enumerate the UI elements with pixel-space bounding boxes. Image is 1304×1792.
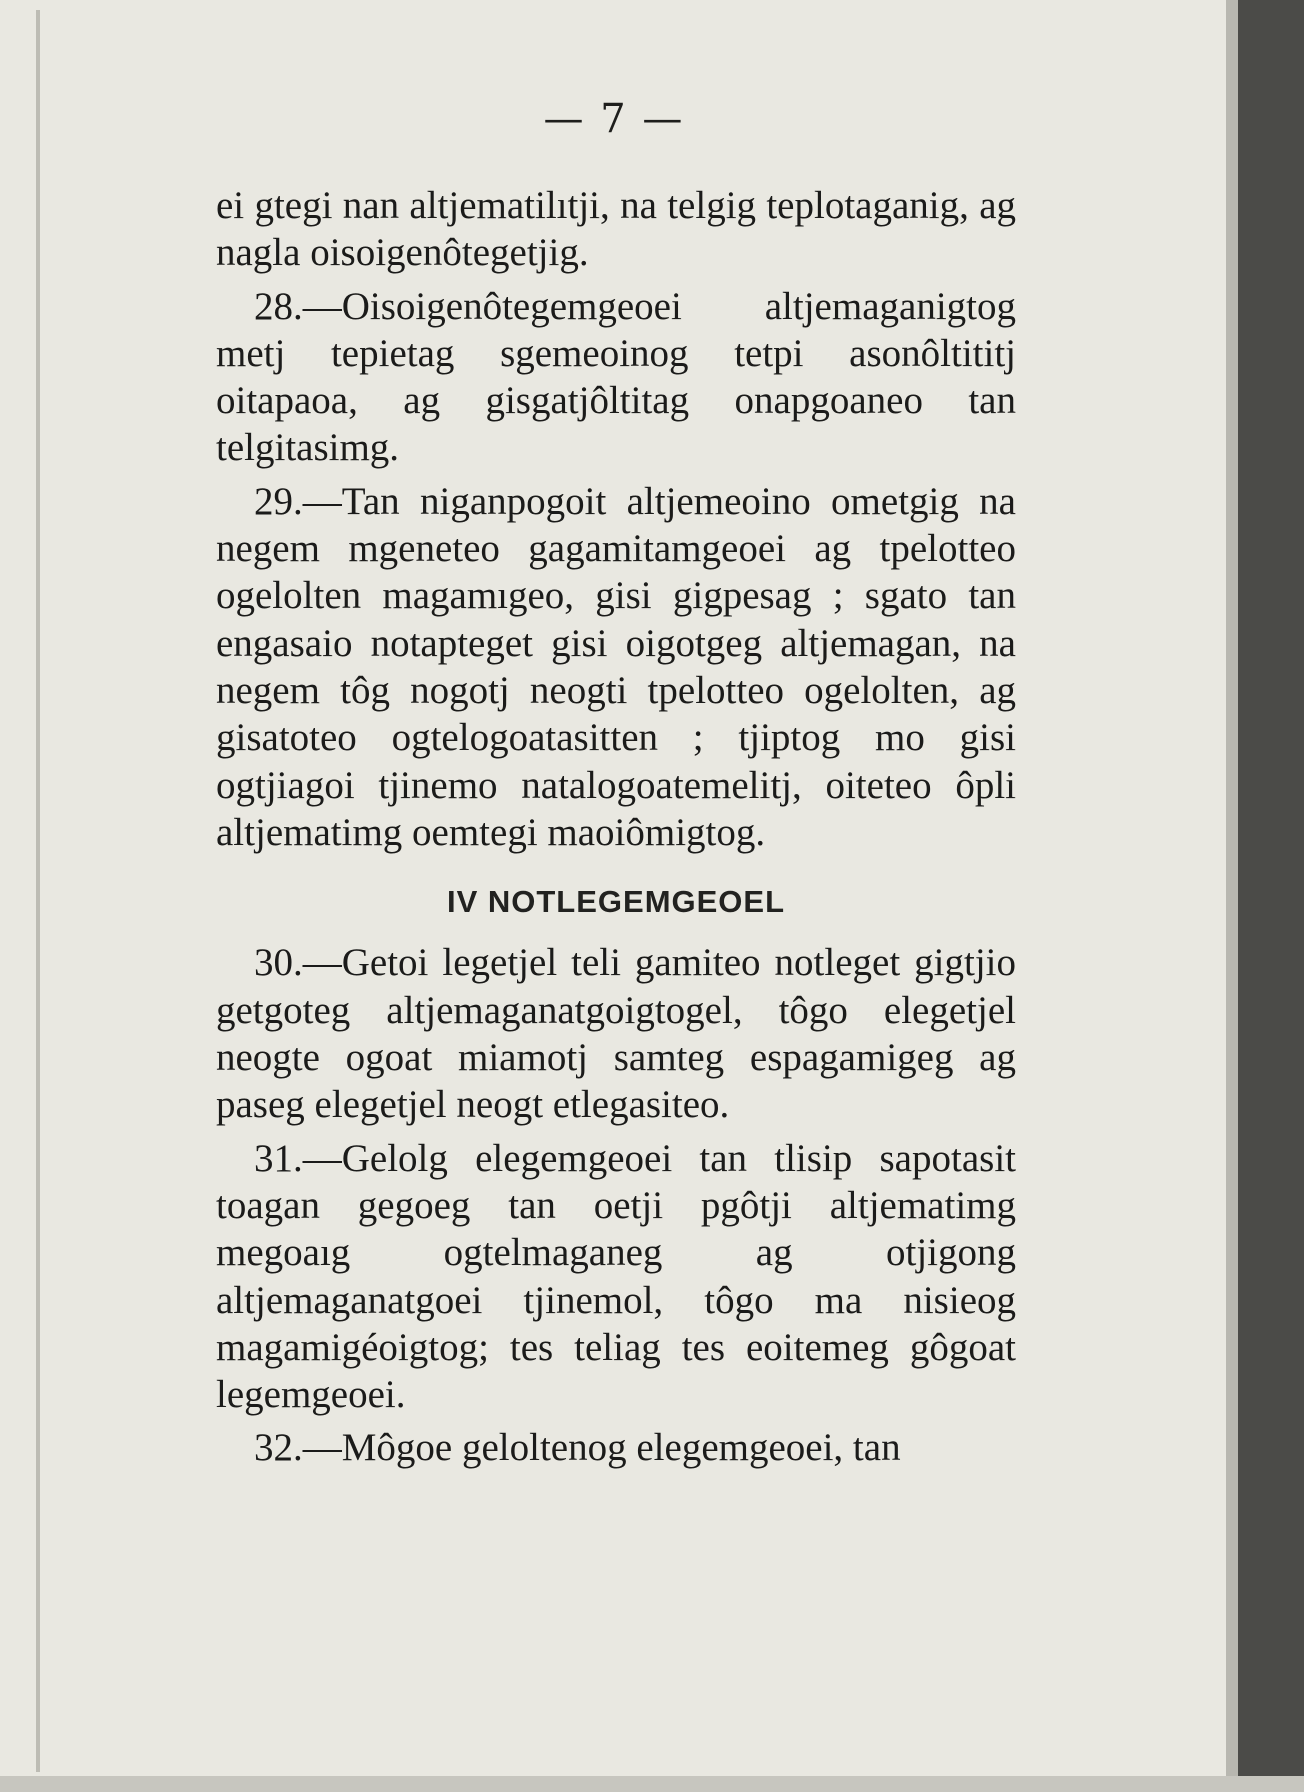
paragraph-31: 31.—Gelolg elegemgeoei tan tlisip sapotasit toagan gegoeg tan oetji pgôtji altjematimg megoaıg ogtelmaganeg ag otjigong altjemaganatgoei tjinemol, tôgo ma nisieog magamigéoigtog; tes teliag tes eoitemeg gôgoat legemgeoei. xyxy=(216,1136,1016,1417)
paragraph-29: 29.—Tan niganpogoit altjemeoino ometgig na negem mgeneteo gagamitamgeoei ag tpelotteo ogelolten magamıgeo, gisi gigpesag ; sgato tan engasaio notapteget gisi oigotgeg altjemagan, na negem tôg nogotj neogti tpelotteo ogelolten, ag gisatoteo ogtelogoatasitten ; tjiptog mo gisi ogtjiagoi tjinemo natalogoatemelitj, oiteteo ôpli altjematimg oemtegi maoiômigtog. xyxy=(216,479,1016,854)
page-number: — 7 — xyxy=(543,96,685,142)
paragraph-28: 28.—Oisoigenôtegemgeoei altjemaganigtog metj tepietag sgemeoinog tetpi asonôltititj oitapaoa, ag gisgatjôltitag onapgoaneo tan telgitasimg. xyxy=(216,284,1016,470)
page-gutter-shadow xyxy=(36,10,40,1772)
section-heading: IV NOTLEGEMGEOEL xyxy=(446,884,786,920)
paragraph-continued: ei gtegi nan altjematilıtji, na telgig teplotaganig, ag nagla oisoigenôtegetjig. xyxy=(216,184,1016,275)
paragraph-30: 30.—Getoi legetjel teli gamiteo notleget gigtjio getgoteg altjemaganatgoigtogel, tôgo elegetjel neogte ogoat miamotj samteg espagamigeg ag paseg elegetjel neogt etlegasiteo. xyxy=(216,941,1016,1127)
background-edge xyxy=(1238,0,1304,1792)
paragraph-32: 32.—Môgoe geloltenog elegemgeoei, tan xyxy=(254,1426,901,1470)
page-bottom-edge xyxy=(0,1776,1304,1792)
body-text xyxy=(216,182,1016,1472)
